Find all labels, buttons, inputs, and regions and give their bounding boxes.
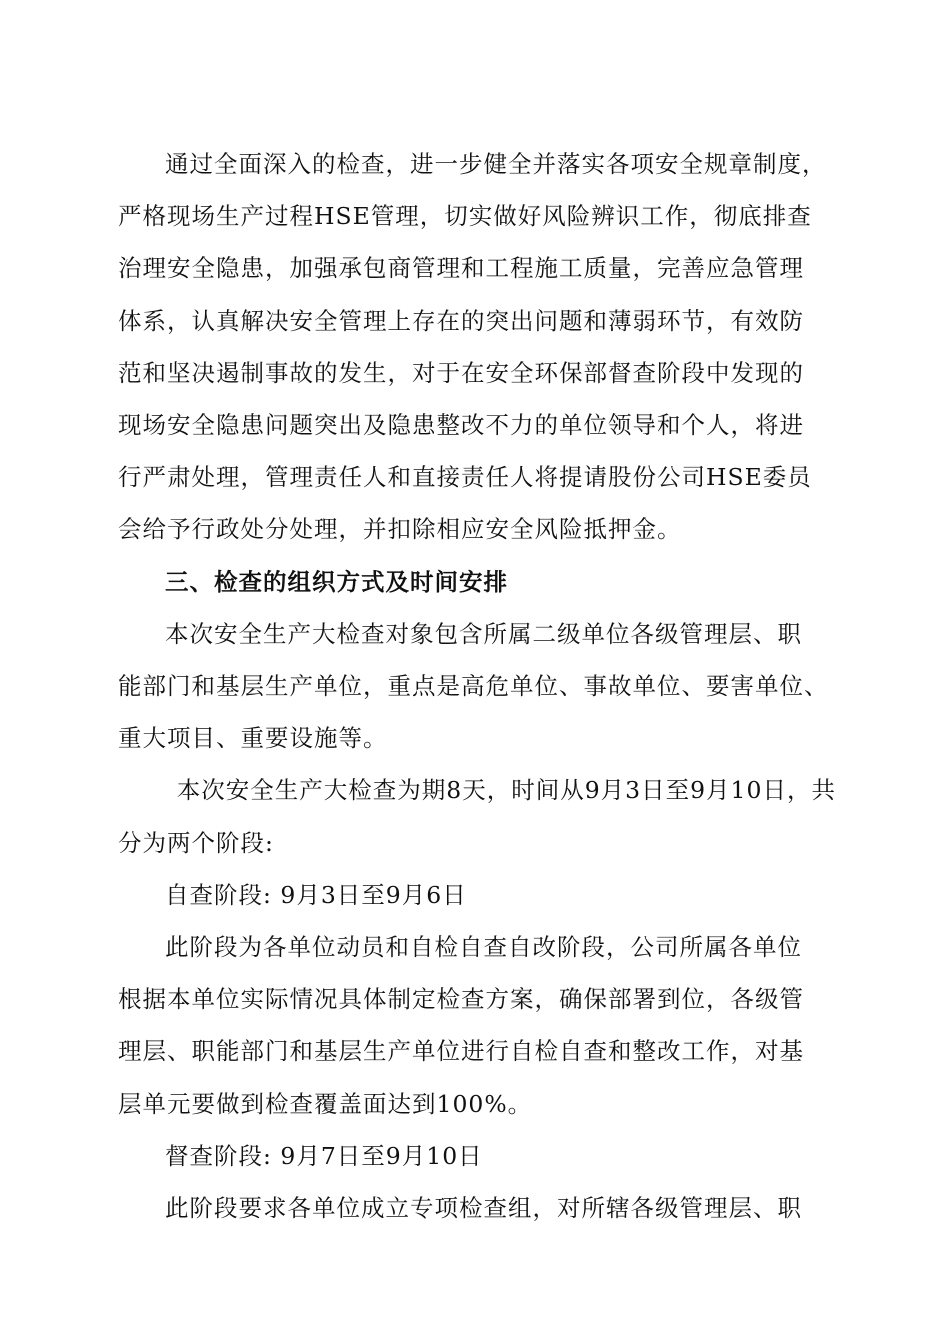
paragraph-inspection-goals bbox=[118, 138, 838, 556]
paragraph-inspection-schedule bbox=[118, 764, 838, 868]
text-line: 分为两个阶段: bbox=[118, 828, 274, 857]
document-body bbox=[118, 138, 838, 1234]
text-line: 通过全面深入的检查，进一步健全并落实各项安全规章制度， bbox=[165, 150, 827, 178]
text-line: 层单元要做到检查覆盖面达到100%。 bbox=[118, 1089, 533, 1118]
paragraph-supervision bbox=[118, 1182, 838, 1234]
section-heading: 三、检查的组织方式及时间安排 bbox=[165, 567, 508, 596]
stage-self-inspection-title: 自查阶段: 9月3日至9月6日 bbox=[165, 880, 467, 909]
paragraph-self-inspection bbox=[118, 921, 838, 1130]
text-line: 本次安全生产大检查对象包含所属二级单位各级管理层、职 bbox=[165, 619, 802, 648]
paragraph-inspection-scope bbox=[118, 608, 838, 765]
text-line: 行严肃处理，管理责任人和直接责任人将提请股份公司HSE委员 bbox=[118, 463, 812, 492]
text-line: 重大项目、重要设施等。 bbox=[118, 724, 388, 753]
text-line: 理层、职能部门和基层生产单位进行自检自查和整改工作，对基 bbox=[118, 1037, 804, 1066]
text-line: 此阶段要求各单位成立专项检查组，对所辖各级管理层、职 bbox=[165, 1194, 802, 1223]
text-line: 范和坚决遏制事故的发生，对于在安全环保部督查阶段中发现的 bbox=[118, 358, 804, 387]
stage-supervision-title: 督查阶段: 9月7日至9月10日 bbox=[165, 1141, 483, 1170]
text-line: 治理安全隐患，加强承包商管理和工程施工质量，完善应急管理 bbox=[118, 254, 804, 283]
text-line: 严格现场生产过程HSE管理，切实做好风险辨识工作，彻底排查 bbox=[118, 202, 812, 231]
text-line: 体系，认真解决安全管理上存在的突出问题和薄弱环节，有效防 bbox=[118, 306, 804, 335]
text-line: 此阶段为各单位动员和自检自查自改阶段，公司所属各单位 bbox=[165, 933, 802, 962]
text-line: 根据本单位实际情况具体制定检查方案，确保部署到位，各级管 bbox=[118, 985, 804, 1014]
text-line: 能部门和基层生产单位，重点是高危单位、事故单位、要害单位、 bbox=[118, 672, 829, 701]
text-line: 现场安全隐患问题突出及隐患整改不力的单位领导和个人，将进 bbox=[118, 411, 804, 440]
text-line: 会给予行政处分处理，并扣除相应安全风险抵押金。 bbox=[118, 515, 682, 544]
text-line: 本次安全生产大检查为期8天，时间从9月3日至9月10日，共 bbox=[176, 776, 836, 805]
